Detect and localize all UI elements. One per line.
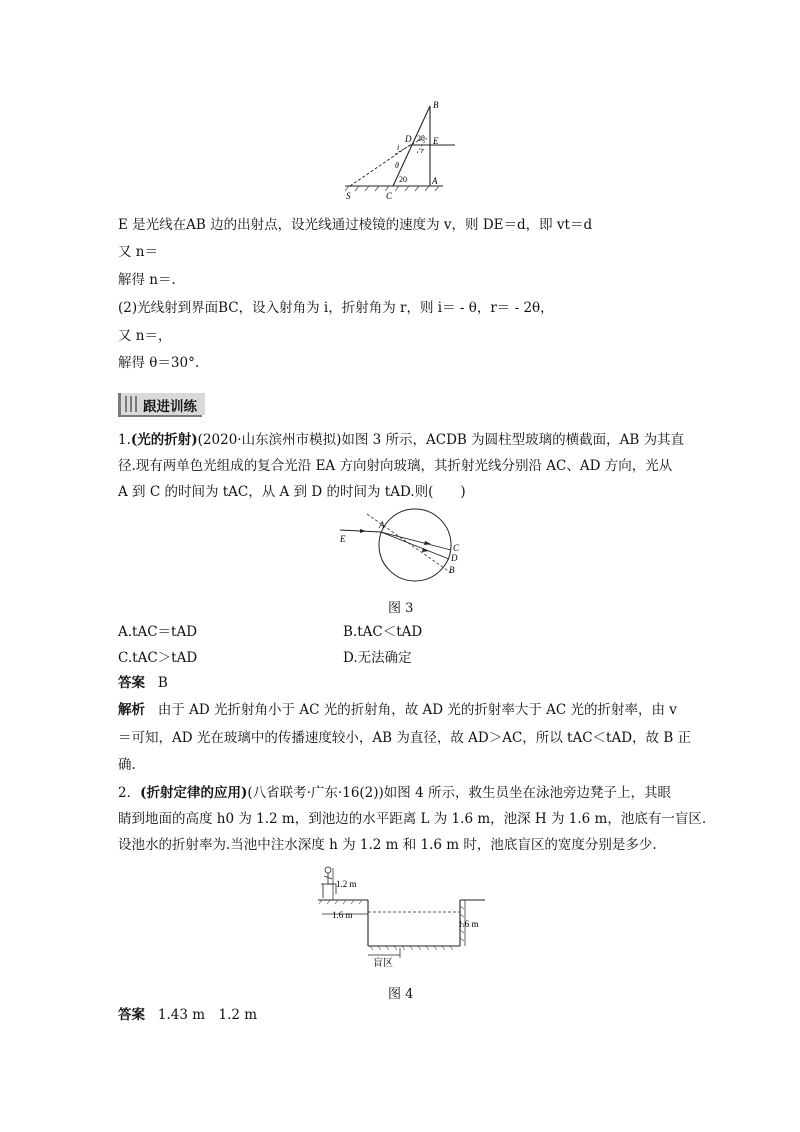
q1-tag: (光的折射) xyxy=(130,432,198,448)
q1-answer xyxy=(118,673,168,693)
q1-number: 1. xyxy=(118,432,131,448)
q1-option-c: C.tAC＞tAD xyxy=(118,650,198,666)
q1-line1-rest: (2020·山东滨州市模拟)如图 3 所示，ACDB 为圆柱型玻璃的横截面，AB 为其直 xyxy=(197,432,685,448)
label-D: D xyxy=(405,134,412,144)
label-A: A xyxy=(432,176,438,186)
fig3-label-D: D xyxy=(451,553,458,563)
q1-line-2: 径.现有两单色光组成的复合光沿 EA 方向射向玻璃，其折射光线分别沿 AC、AD 方向，光从 xyxy=(118,458,673,474)
fig4-label-h0: 1.2 m xyxy=(336,879,357,889)
label-r: r xyxy=(421,146,425,155)
q1-option-a: A.tAC＝tAD xyxy=(118,624,198,640)
label-B: B xyxy=(433,100,439,110)
label-C: C xyxy=(386,191,393,201)
circle-figure xyxy=(335,505,470,590)
q1-line-3: A 到 C 的时间为 tAC，从 A 到 D 的时间为 tAD.则( ) xyxy=(118,484,466,500)
q2-answer xyxy=(118,1005,257,1025)
q2-line-2: 睛到地面的高度 h0 为 1.2 m，到池边的水平距离 L 为 1.6 m，池深 H 为 1.6 m，池底有一盲区. xyxy=(118,811,707,827)
fig3-label-C: C xyxy=(453,543,460,553)
q2-line-1 xyxy=(118,783,671,803)
q1-analysis-2: ＝可知，AD 光在玻璃中的传播速度较小，AB 为直径，故 AD＞AC，所以 tAC＜tAD，故 B 正 xyxy=(118,730,692,746)
label-S: S xyxy=(346,191,351,201)
text-line-4: (2)光线射到界面BC，设入射角为 i，折射角为 r，则 i＝ - θ，r＝ - 2θ， xyxy=(118,300,554,316)
q2-tag: (折射定律的应用) xyxy=(140,785,248,801)
label-2theta: 2θ xyxy=(417,134,425,143)
q1-option-d: D.无法确定 xyxy=(343,650,412,666)
prism-figure xyxy=(335,98,465,204)
fig4-caption: 图 4 xyxy=(388,987,414,1002)
q2-line1-rest: (八省联考·广东·16(2))如图 4 所示，救生员坐在泳池旁边凳子上，其眼 xyxy=(247,785,671,801)
fig4-label-blind: 盲区 xyxy=(373,958,393,969)
q2-line-3: 设池水的折射率为.当池中注水深度 h 为 1.2 m 和 1.6 m 时，池底盲区的宽度分别是多少. xyxy=(118,837,657,853)
q1-analysis-label: 解析 xyxy=(118,702,145,718)
q1-line-1 xyxy=(118,430,684,450)
pool-figure xyxy=(310,862,495,974)
section-title: 跟进训练 xyxy=(143,399,197,415)
q1-analysis-3: 确. xyxy=(118,757,136,773)
section-badge xyxy=(118,393,205,415)
fig3-caption: 图 3 xyxy=(388,601,414,616)
label-20: 20 xyxy=(399,175,407,184)
text-line-5: 又 n＝， xyxy=(118,328,172,344)
q2-number: 2． xyxy=(118,785,141,801)
fig3-label-A: A xyxy=(379,520,385,530)
q1-analysis-1 xyxy=(118,700,677,720)
q1-answer-label: 答案 xyxy=(118,675,145,691)
text-line-3: 解得 n＝. xyxy=(118,272,176,288)
text-line-6: 解得 θ＝30°. xyxy=(118,355,200,371)
fig3-label-E: E xyxy=(340,534,346,544)
q2-answer-label: 答案 xyxy=(118,1007,145,1023)
q1-answer-value: B xyxy=(157,675,168,691)
text-line-2: 又 n＝ xyxy=(118,244,158,260)
label-theta: θ xyxy=(395,161,399,170)
label-E: E xyxy=(433,136,439,146)
q1-option-b: B.tAC＜tAD xyxy=(343,624,423,640)
fig4-label-H: 1.6 m xyxy=(458,919,479,929)
fig4-label-L: 1.6 m xyxy=(332,910,353,920)
q2-answer-value: 1.43 m 1.2 m xyxy=(157,1007,258,1023)
text-line-1: E 是光线在AB 边的出射点，设光线通过棱镜的速度为 v，则 DE＝d，即 vt＝d xyxy=(118,217,593,233)
label-i: i xyxy=(397,143,400,152)
q1-analysis-text-1: 由于 AD 光折射角小于 AC 光的折射角，故 AD 光的折射率大于 AC 光的折射率，由 v xyxy=(157,702,677,718)
fig3-label-B: B xyxy=(449,565,455,575)
